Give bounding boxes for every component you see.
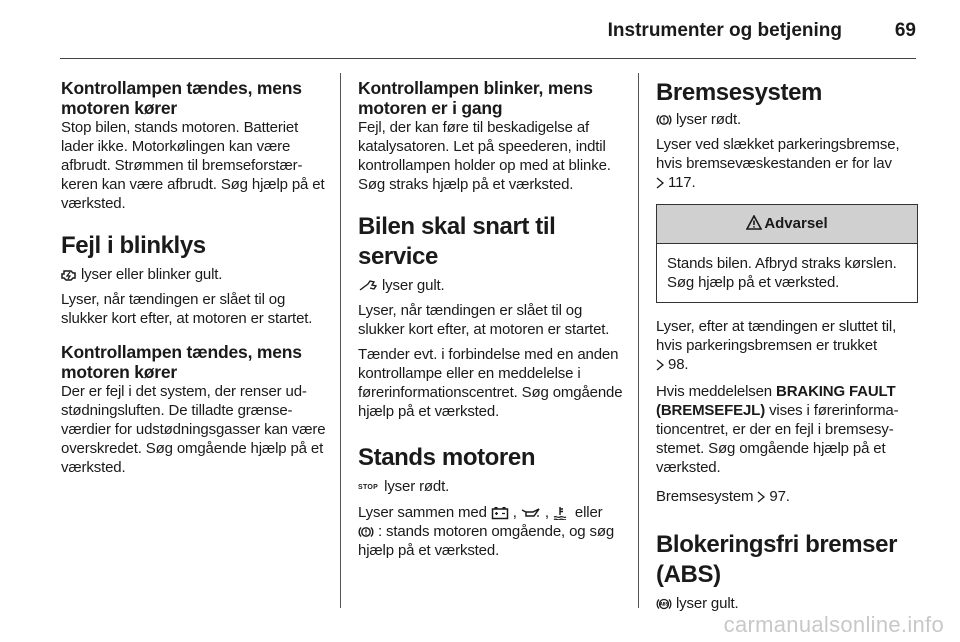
warning-header [657,205,917,244]
engine-flash-icon [61,268,77,282]
abs-icon [656,597,672,611]
heading-lamp-flashing: Kontrollampen blinker, mens motoren er i gang [358,78,593,118]
paragraph: Hvis meddelelsen BRAKING FAULT (BREMSEFEJL) vises i førerinformationcentret, er der en fejl i bremsesystemet. Søg omgående hjælp på et værksted. [656,383,899,476]
paragraph: STOP lyser rødt. [358,478,450,495]
paragraph: lyser rødt. [656,110,920,129]
page-reference[interactable]: 97. [769,488,790,505]
heading-lamp-running: Kontrollampen tændes, mens motoren kører [61,78,302,118]
coolant-icon [553,506,567,520]
heading-fault-flash: Fejl i blinklys [61,232,206,259]
paragraph: lyser eller blinker gult. [61,265,326,284]
brake-icon [358,525,374,539]
paragraph: Bremsesystem 97. [656,487,920,508]
heading-stop: Stands motoren [358,444,536,471]
paragraph: Stop bilen, stands motoren. Batteriet lader ikke. Motorkølingen kan være afbrudt. Strømmen til bremseforstærkeren kan være afbrudt. Søg hjælp på et værksted. [61,119,325,212]
column-divider [340,73,341,608]
message-text: BRAKING FAULT (BREMSEFEJL) [656,383,896,419]
heading-abs: Blokeringsfri bremser (ABS) [656,531,898,588]
column-2 [358,78,624,560]
warning-text: Stands bilen. Afbryd straks kørslen. Søg hjælp på et værksted. [667,255,897,291]
warning-title: Advarsel [764,215,828,232]
watermark: carmanualsonline.info [723,612,944,637]
svg-text:ABS: ABS [659,601,669,607]
paragraph: Lyser, når tændingen er slået til og slukker kort efter, at motoren er startet. [358,302,610,338]
paragraph: Der er fejl i det system, der renser udstødningsluften. De tilladte grænseværdier for udstødningsgasser kan være overskredet. Søg omgående hjælp på et værksted. [61,383,326,476]
paragraph: Lyser sammen med , , eller : stands motoren omgående, og søg hjælp på et værksted. [358,504,615,559]
paragraph: Lyser, efter at tændingen er sluttet til, hvis parkeringsbremsen er trukket 98. [656,317,920,376]
heading-brake-system: Bremsesystem [656,79,822,106]
paragraph: Tænder evt. i forbindelse med en anden kontrollampe eller en meddelelse i førerinformationscentret. Søg omgående hjælp på et værksted. [358,346,623,420]
page-header [0,0,960,60]
brake-icon [656,113,672,127]
heading-lamp-running: Kontrollampen tændes, mens motoren kører [61,342,302,382]
wrench-service-icon [358,279,378,293]
warning-triangle-icon [746,207,762,245]
battery-icon [491,506,509,520]
header-title: Instrumenter og betjening [607,20,842,41]
oil-can-icon [521,506,541,520]
heading-service: Bilen skal snart til service [358,213,556,270]
xref-arrow-icon [656,175,665,194]
page-number: 69 [894,20,916,41]
paragraph: lyser gult. [358,276,624,295]
paragraph: Fejl, der kan føre til beskadigelse af katalysatoren. Let på speederen, indtil kontrollampen holder op med at blinke. Søg straks hjælp på et værksted. [358,119,611,193]
warning-box [656,204,918,303]
paragraph: Lyser, når tændingen er slået til og slukker kort efter, at motoren er startet. [61,291,313,327]
column-3 [656,78,920,613]
warning-body [657,244,917,302]
column-divider [638,73,639,608]
paragraph: Lyser ved slækket parkeringsbremse, hvis bremsevæskestanden er for lav 117. [656,135,920,194]
paragraph: ABS lyser gult. [656,594,920,613]
page-reference[interactable]: 117. [668,174,696,191]
xref-arrow-icon [757,489,766,508]
page-reference[interactable]: 98. [668,356,689,373]
xref-arrow-icon [656,357,665,376]
header-rule [60,58,916,59]
column-1 [61,78,326,477]
stop-icon: STOP [358,484,379,491]
